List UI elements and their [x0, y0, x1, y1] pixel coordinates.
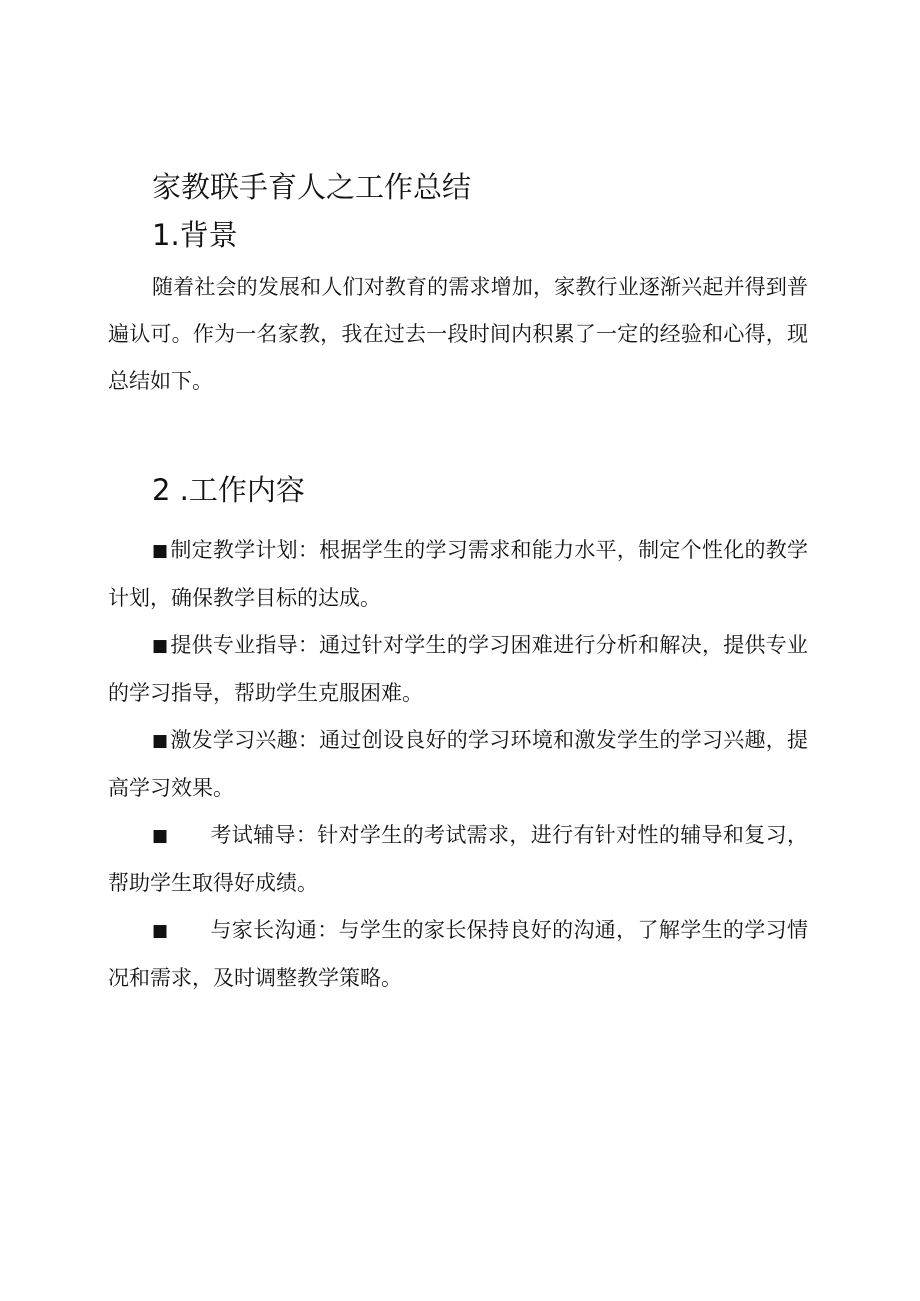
list-item-text: 制定教学计划：根据学生的学习需求和能力水平，制定个性化的教学计划，确保教学目标的达成。 — [108, 538, 808, 610]
list-item — [108, 812, 808, 907]
document-body — [108, 164, 808, 1002]
list-item — [108, 717, 808, 812]
list-item-text: 与家长沟通：与学生的家长保持良好的沟通，了解学生的学习情况和需求，及时调整教学策略。 — [108, 918, 808, 990]
list-item-text: 激发学习兴趣：通过创设良好的学习环境和激发学生的学习兴趣，提高学习效果。 — [108, 728, 808, 800]
section-heading-work-content: 2 .工作内容 — [152, 473, 305, 507]
square-bullet-icon: ■ — [152, 541, 169, 561]
square-bullet-icon: ■ — [152, 826, 169, 846]
list-item-text: 考试辅导：针对学生的考试需求，进行有针对性的辅导和复习，帮助学生取得好成绩。 — [108, 823, 808, 895]
list-item — [108, 527, 808, 622]
list-item-text: 提供专业指导：通过针对学生的学习困难进行分析和解决，提供专业的学习指导，帮助学生克服困难。 — [108, 633, 808, 705]
background-paragraph: 随着社会的发展和人们对教育的需求增加，家教行业逐渐兴起并得到普遍认可。作为一名家教，我在过去一段时间内积累了一定的经验和心得，现总结如下。 — [108, 275, 808, 393]
square-bullet-icon: ■ — [152, 731, 169, 751]
square-bullet-icon: ■ — [152, 921, 169, 941]
work-content-list — [108, 527, 808, 1002]
document-title: 家教联手育人之工作总结 — [152, 170, 472, 204]
section-heading-background: 1.背景 — [152, 218, 238, 252]
list-item — [108, 622, 808, 717]
list-item — [108, 907, 808, 1002]
square-bullet-icon: ■ — [152, 636, 169, 656]
